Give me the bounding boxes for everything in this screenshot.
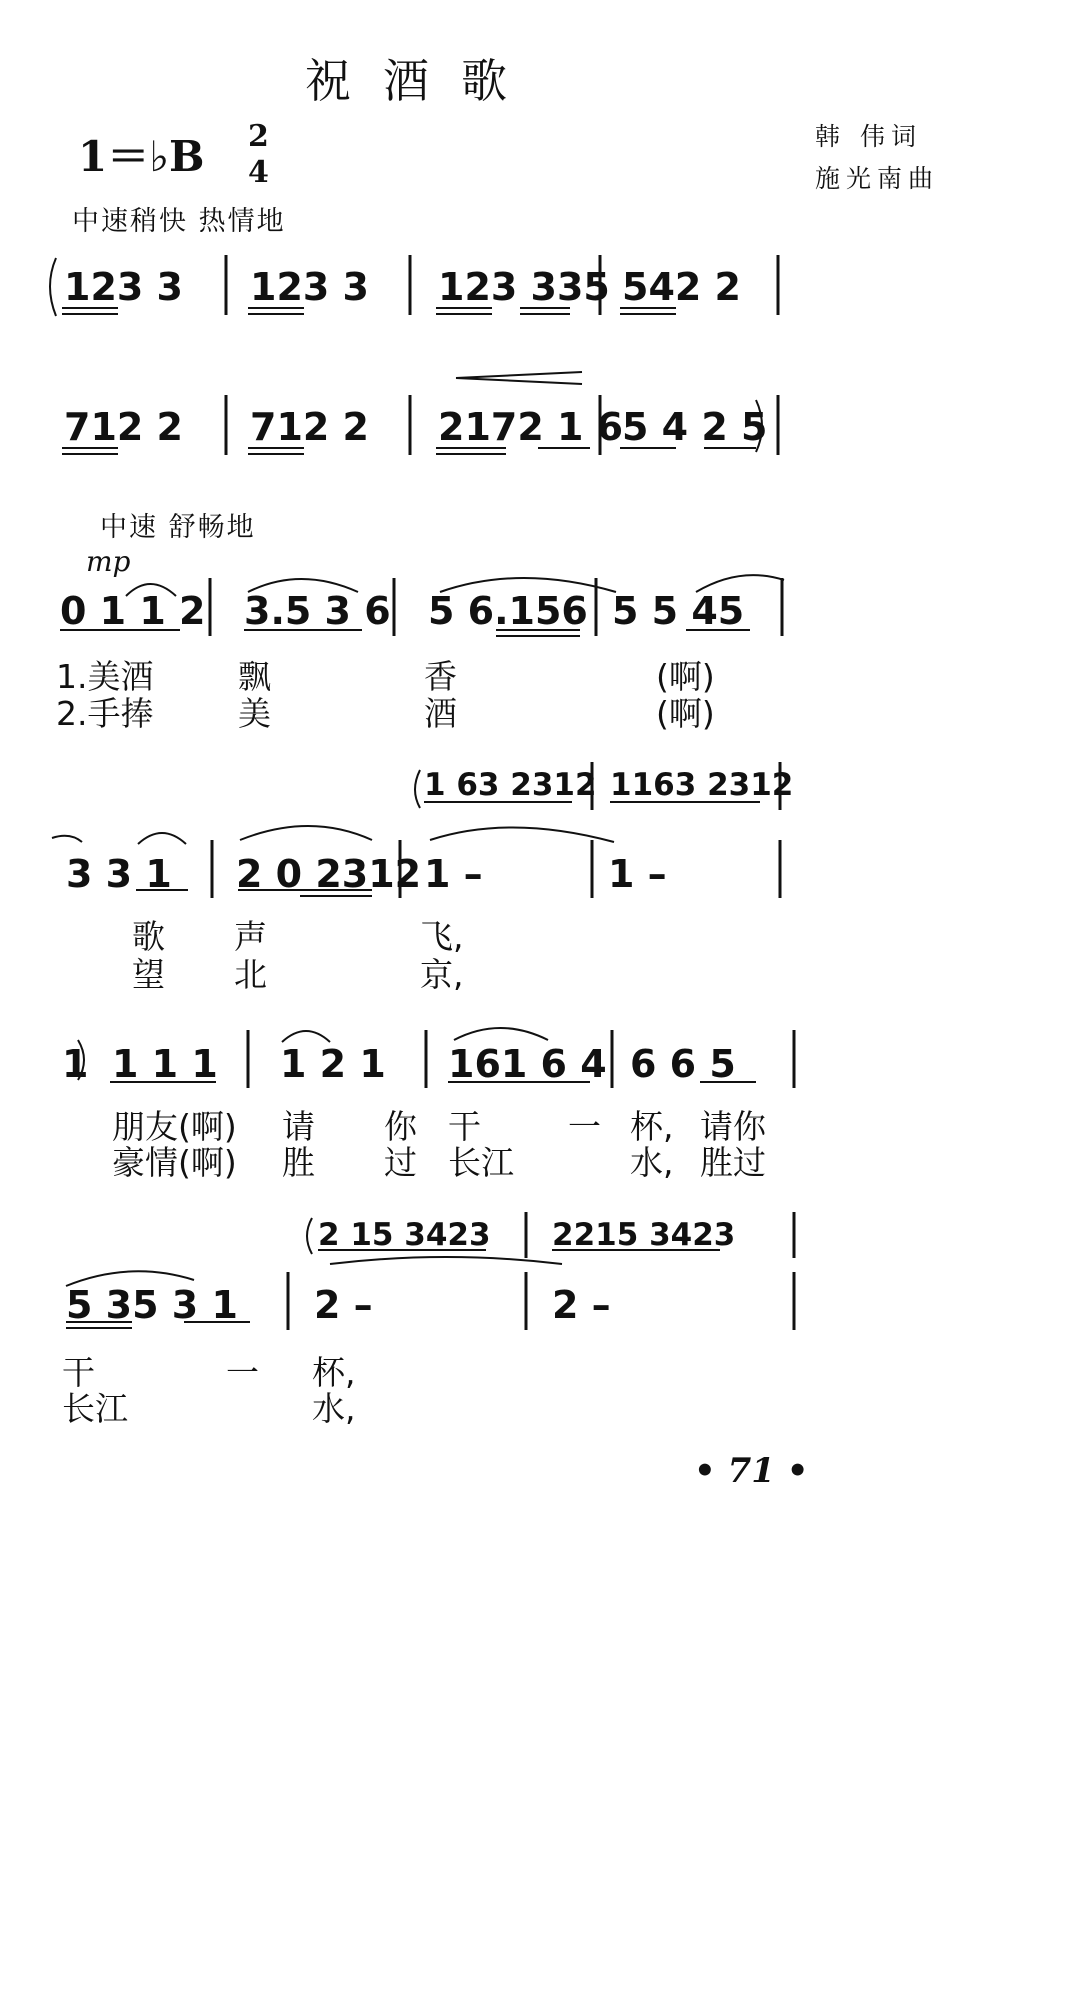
measure: 2 –	[314, 1283, 373, 1327]
lyric: 过	[384, 1143, 417, 1182]
page-number: • 71 •	[694, 1451, 809, 1491]
dynamic-marking: mp	[86, 545, 131, 578]
measure: 3.5 3 6	[244, 589, 391, 633]
lyric: 干	[62, 1353, 95, 1392]
measure: 1 1 1	[112, 1042, 218, 1086]
lyric: 一	[568, 1107, 601, 1146]
measure: 1	[62, 1042, 89, 1086]
lyric: 水,	[312, 1389, 356, 1428]
tempo-marking-verse: 中速 舒畅地	[100, 512, 256, 543]
measure: 161 6 4	[448, 1042, 607, 1086]
measure: 2 15 3423	[318, 1217, 491, 1253]
lyric: 你	[384, 1107, 417, 1146]
lyricist-credit: 韩 伟词	[815, 122, 922, 151]
lyric: 望	[132, 955, 165, 994]
lyric: 杯,	[630, 1107, 674, 1146]
lyric: 豪情(啊)	[112, 1143, 237, 1182]
measure: 5 4 2 5	[622, 405, 768, 449]
lyric: 请你	[700, 1107, 766, 1146]
composer-credit: 施光南曲	[815, 164, 940, 193]
measure: 712 2	[250, 405, 369, 449]
lyric: 酒	[424, 694, 457, 733]
lyric: 长江	[448, 1143, 514, 1182]
lyric: 长江	[62, 1389, 128, 1428]
lyric: 美	[238, 694, 271, 733]
measure: 1 –	[424, 852, 483, 896]
measure: 2 0 2312	[236, 852, 422, 896]
measure: 123 3	[250, 265, 369, 309]
lyric: 朋友(啊)	[112, 1107, 237, 1146]
lyric: 北	[234, 955, 267, 994]
lyric: 飘	[238, 657, 271, 696]
measure: 1 2 1	[280, 1042, 386, 1086]
measure: 712 2	[64, 405, 183, 449]
measure: 1 –	[608, 852, 667, 896]
measure: 1163 2312	[610, 767, 794, 803]
lyric: 2.手捧	[56, 694, 154, 733]
lyric: 水,	[630, 1143, 674, 1182]
measure: 2172 1 6	[438, 405, 624, 449]
tempo-marking-intro: 中速稍快 热情地	[72, 206, 286, 237]
lyric: 干	[448, 1107, 481, 1146]
lyric: 请	[282, 1107, 315, 1146]
measure: 542 2	[622, 265, 741, 309]
lyric: 香	[424, 657, 457, 696]
measure: 6 6 5	[630, 1042, 736, 1086]
key-signature: 1＝♭B	[78, 132, 205, 181]
song-title: 祝酒歌	[305, 54, 539, 108]
time-signature-top: 2	[248, 119, 269, 154]
measure: 3 3 1	[66, 852, 172, 896]
lyric: 胜过	[700, 1143, 766, 1182]
lyric: 飞,	[420, 917, 464, 956]
measure: 5 35 3 1	[66, 1283, 238, 1327]
measure: 2215 3423	[552, 1217, 736, 1253]
lyric: 歌	[132, 917, 165, 956]
measure: 2 –	[552, 1283, 611, 1327]
lyric: 1.美酒	[56, 657, 154, 696]
measure: 1 63 2312	[424, 767, 597, 803]
lyric: (啊)	[656, 657, 715, 696]
measure: 5 6.156	[428, 589, 588, 633]
lyric: 京,	[420, 955, 464, 994]
lyric: 胜	[282, 1143, 315, 1182]
lyric: 一	[226, 1353, 259, 1392]
lyric: (啊)	[656, 694, 715, 733]
measure: 5 5 45	[612, 589, 745, 633]
time-signature-bottom: 4	[248, 155, 269, 190]
measure: 123 335	[438, 265, 610, 309]
measure: 0 1 1 2	[60, 589, 206, 633]
lyric: 声	[234, 917, 267, 956]
lyric: 杯,	[312, 1353, 356, 1392]
measure: 123 3	[64, 265, 183, 309]
